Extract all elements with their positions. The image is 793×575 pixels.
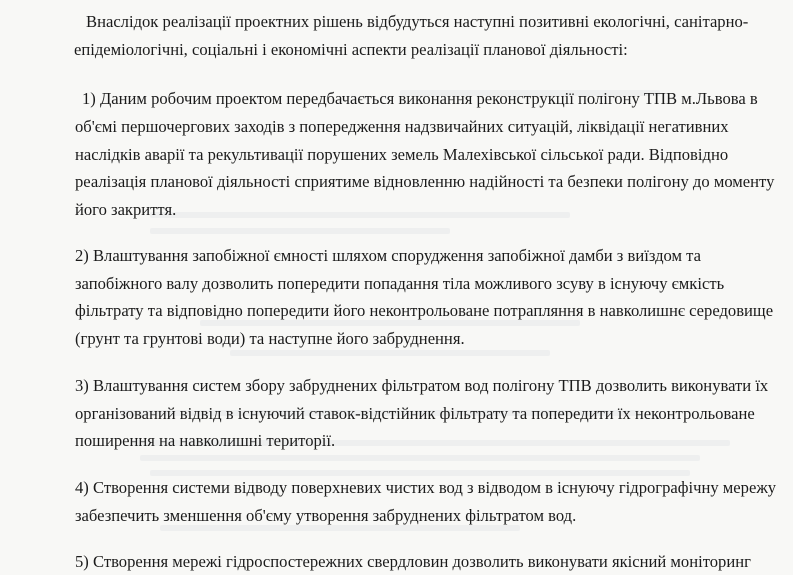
text-line: об'ємі першочергових заходів з попередження надзвичайних ситуацій, ліквідації негативних (75, 117, 729, 136)
text-line: наслідків аварії та рекультивації порушених земель Малехівської сільської ради. Відповідно (75, 145, 729, 164)
text-line: запобіжного валу дозволить попередити попадання тіла можливого зсуву в існуючу ємкість (75, 274, 725, 293)
text-line: (грунт та грунтові води) та наступне його забруднення. (75, 329, 465, 348)
text-line: організований відвід в існуючий ставок-відстійник фільтрату та попередити їх неконтрольоване (75, 404, 755, 423)
text-line: 1) Даним робочим проектом передбачається виконання реконструкції полігону ТПВ м.Львова в (82, 89, 758, 108)
text-line: його закриття. (75, 200, 177, 219)
show-through-mark (150, 212, 570, 218)
text-line: 4) Створення системи відводу поверхневих чистих вод з відводом в існуючу гідрографічну мережу (75, 478, 777, 497)
text-line: забезпечить зменшення об'єму утворення забруднених фільтратом вод. (75, 506, 577, 525)
text-line: 3) Влаштування систем збору забруднених фільтратом вод полігону ТПВ дозволить виконувати їх (75, 376, 769, 395)
text-line: 2) Влаштування запобіжної ємності шляхом спорудження запобіжної дамби з виїздом та (75, 246, 701, 265)
text-line: фільтрату та відповідно попередити його неконтрольоване потрапляння в навколишнє середовище (75, 301, 774, 320)
text-line: епідеміологічні, соціальні і економічні аспекти реалізації планової діяльності: (74, 40, 628, 59)
text-line: 5) Створення мережі гідроспостережних свердловин дозволить виконувати якісний моніторинг (75, 552, 751, 571)
text-line: Внаслідок реалізації проектних рішень відбудуться наступні позитивні екологічні, санітарно- (86, 12, 749, 31)
text-line: поширення на навколишні території. (75, 431, 336, 450)
show-through-mark (140, 455, 700, 461)
show-through-mark (150, 228, 450, 234)
text-line: реалізація планової діяльності сприятиме відновленню надійності та безпеки полігону до моменту (75, 172, 775, 191)
